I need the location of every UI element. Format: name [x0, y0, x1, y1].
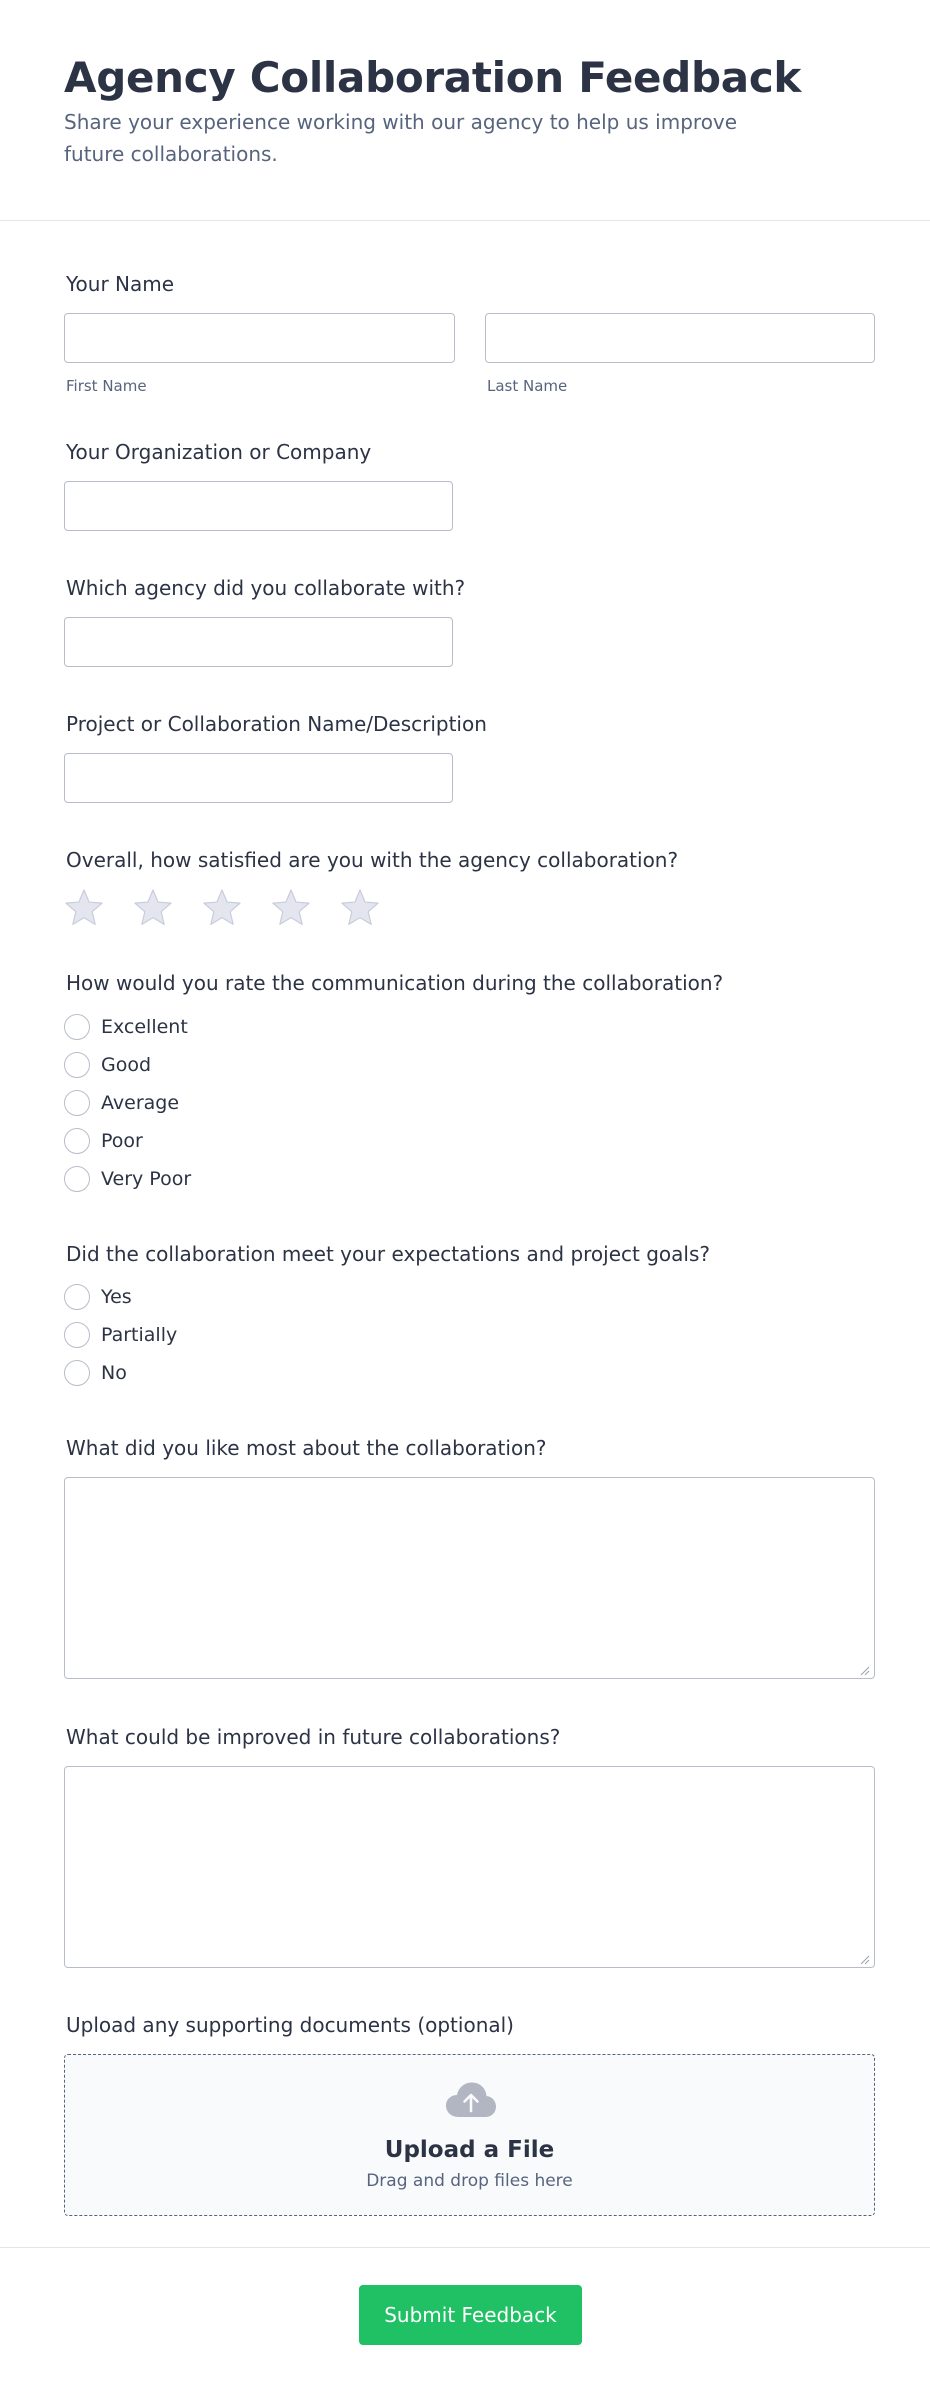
footer-divider	[0, 2247, 930, 2248]
communication-option[interactable]	[64, 1051, 464, 1079]
communication-option[interactable]	[64, 1127, 464, 1155]
star-rating	[64, 888, 394, 928]
upload-label: Upload any supporting documents (optional)	[66, 2013, 514, 2037]
radio-button[interactable]	[64, 1360, 90, 1386]
first-name-sublabel: First Name	[66, 377, 147, 395]
communication-option[interactable]	[64, 1013, 464, 1041]
expectations-option[interactable]	[64, 1359, 464, 1387]
page-subtitle: Share your experience working with our agency to help us improve future collaborations.	[64, 110, 738, 166]
agency-label: Which agency did you collaborate with?	[66, 576, 466, 600]
radio-button[interactable]	[64, 1052, 90, 1078]
communication-radio-group	[64, 1013, 464, 1193]
submit-button[interactable]: Submit Feedback	[359, 2285, 582, 2345]
radio-label: Average	[101, 1092, 180, 1114]
improved-label: What could be improved in future collaborations?	[66, 1725, 561, 1749]
radio-button[interactable]	[64, 1090, 90, 1116]
upload-subtitle: Drag and drop files here	[366, 2171, 573, 2191]
star-icon[interactable]	[340, 888, 380, 928]
star-icon[interactable]	[64, 888, 104, 928]
file-upload-dropzone[interactable]	[64, 2054, 875, 2216]
radio-button[interactable]	[64, 1014, 90, 1040]
expectations-option[interactable]	[64, 1283, 464, 1311]
improved-textarea[interactable]	[64, 1766, 875, 1968]
radio-button[interactable]	[64, 1166, 90, 1192]
star-icon[interactable]	[202, 888, 242, 928]
name-label: Your Name	[66, 272, 175, 296]
radio-label: No	[101, 1362, 127, 1384]
last-name-sublabel: Last Name	[487, 377, 568, 395]
resize-grip-icon[interactable]	[858, 1953, 870, 1965]
liked-label: What did you like most about the collaboration?	[66, 1436, 547, 1460]
form-header	[0, 0, 930, 221]
star-icon[interactable]	[133, 888, 173, 928]
radio-button[interactable]	[64, 1128, 90, 1154]
radio-label: Poor	[101, 1130, 143, 1152]
first-name-input[interactable]	[64, 313, 455, 363]
communication-option[interactable]	[64, 1165, 464, 1193]
cloud-upload-icon	[445, 2081, 497, 2119]
radio-button[interactable]	[64, 1284, 90, 1310]
project-input[interactable]	[64, 753, 453, 803]
communication-label: How would you rate the communication during the collaboration?	[66, 971, 724, 995]
expectations-radio-group	[64, 1283, 464, 1387]
upload-title: Upload a File	[384, 2137, 555, 2163]
radio-label: Partially	[101, 1324, 178, 1346]
project-label: Project or Collaboration Name/Description	[66, 712, 487, 736]
expectations-label: Did the collaboration meet your expectations and project goals?	[66, 1242, 710, 1266]
radio-label: Excellent	[101, 1016, 188, 1038]
radio-button[interactable]	[64, 1322, 90, 1348]
liked-textarea[interactable]	[64, 1477, 875, 1679]
page-title: Agency Collaboration Feedback	[64, 53, 802, 102]
organization-input[interactable]	[64, 481, 453, 531]
expectations-option[interactable]	[64, 1321, 464, 1349]
resize-grip-icon[interactable]	[858, 1664, 870, 1676]
star-icon[interactable]	[271, 888, 311, 928]
satisfaction-label: Overall, how satisfied are you with the agency collaboration?	[66, 848, 679, 872]
last-name-input[interactable]	[485, 313, 875, 363]
agency-input[interactable]	[64, 617, 453, 667]
radio-label: Good	[101, 1054, 152, 1076]
radio-label: Yes	[101, 1286, 132, 1308]
communication-option[interactable]	[64, 1089, 464, 1117]
organization-label: Your Organization or Company	[66, 440, 372, 464]
radio-label: Very Poor	[101, 1168, 192, 1190]
